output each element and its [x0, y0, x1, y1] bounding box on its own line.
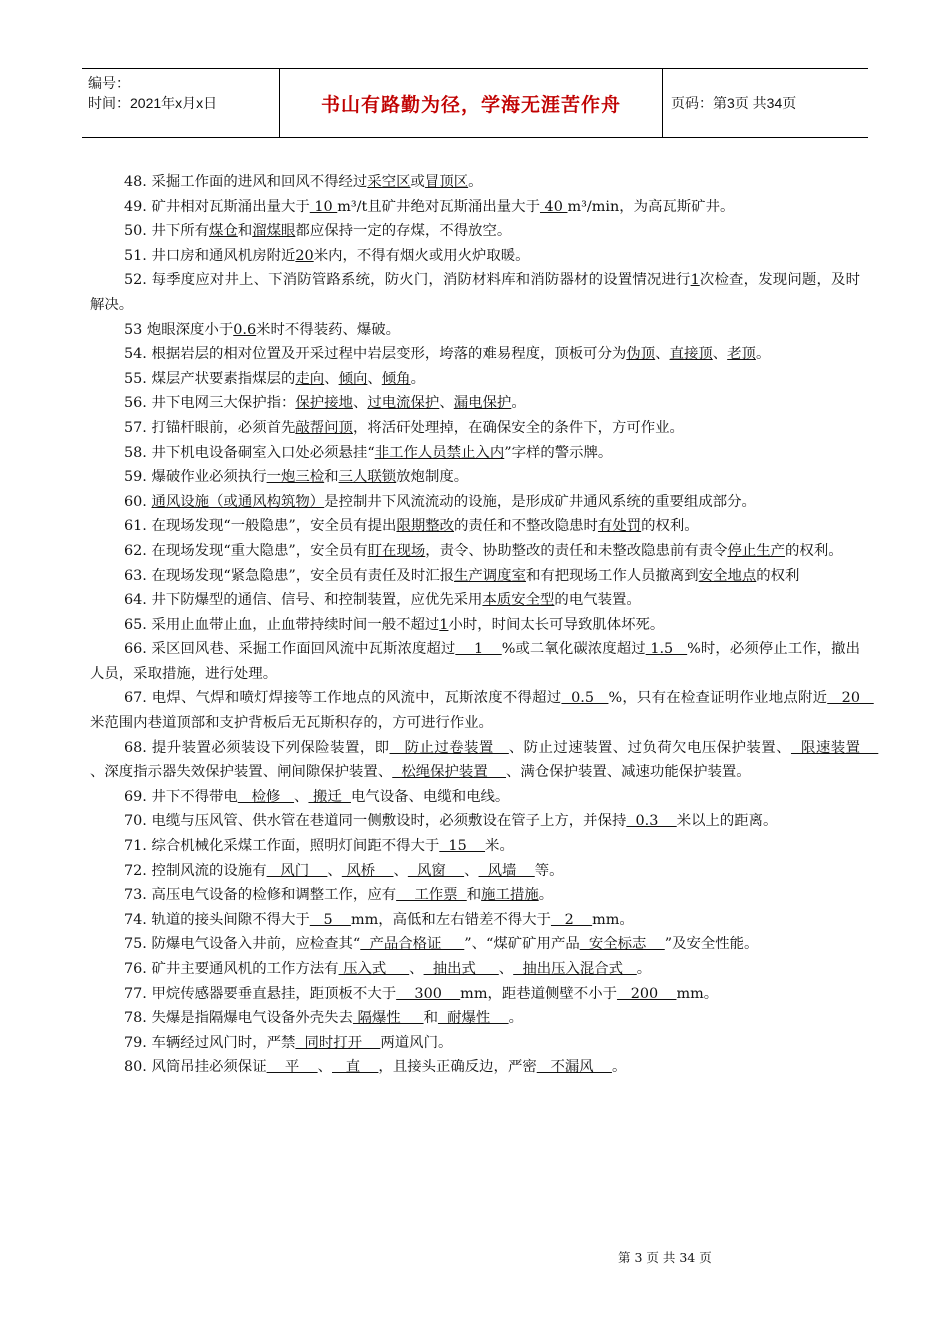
- answer-blank: 40: [539, 198, 568, 215]
- question-item: [90, 465, 860, 490]
- question-text: 48. 采掘工作面的进风和回风不得经过: [124, 174, 368, 190]
- question-text: 的权利。: [785, 542, 843, 559]
- question-text: 59. 爆破作业必须执行: [124, 469, 267, 486]
- answer-blank: 20: [295, 247, 314, 264]
- question-item: [90, 195, 860, 220]
- question-item: [90, 244, 860, 269]
- question-text: 53 炮眼深度小于: [124, 321, 234, 338]
- question-text: 60.: [124, 493, 152, 510]
- question-item: [90, 982, 860, 1007]
- question-text: 76. 矿井主要通风机的工作方法有: [124, 961, 339, 977]
- question-text: 68. 提升装置必须装设下列保险装置，即: [124, 739, 390, 756]
- question-text: 77. 甲烷传感器要垂直悬挂，距顶板不大于: [124, 985, 397, 1002]
- answer-blank: 耐爆性: [437, 1010, 509, 1027]
- question-item: [90, 686, 874, 735]
- answer-blank: 冒顶区: [424, 174, 469, 190]
- time-label: 时间：2021年x月x日: [88, 95, 218, 111]
- question-text: 、满仓保护装置、减速功能保护装置。: [506, 764, 751, 781]
- answer-blank: 300: [396, 985, 461, 1002]
- question-text: 的权利: [756, 567, 800, 584]
- answer-blank: 产品合格证: [360, 936, 465, 953]
- answer-blank: 保护接地: [295, 395, 353, 412]
- header-page-label: 页码：第3页 共34页: [671, 95, 797, 111]
- header-meta: [82, 69, 280, 137]
- answer-blank: 走向: [295, 370, 325, 387]
- answer-blank: 采空区: [367, 174, 411, 190]
- answer-blank: 平: [266, 1059, 318, 1076]
- question-text: 、: [464, 862, 479, 879]
- question-text: 。: [468, 174, 483, 190]
- answer-blank: 2: [550, 911, 593, 928]
- answer-blank: 过电流保护: [367, 395, 440, 412]
- question-text: 。: [636, 961, 652, 977]
- question-item: [90, 785, 860, 810]
- question-text: ，责令、协助整改的责任和未整改隐患前有责令: [425, 542, 728, 559]
- answer-blank: 工作票: [396, 887, 467, 904]
- answer-blank: 风窗: [407, 862, 465, 879]
- question-text: ，将活矸处理掉，在确保安全的条件下，方可作业。: [352, 419, 684, 436]
- question-item: [90, 957, 860, 982]
- question-text: 、: [317, 1059, 332, 1076]
- question-text: 电气设备、电缆和电线。: [350, 788, 510, 805]
- answer-blank: 伪顶: [626, 346, 656, 363]
- answer-blank: 搬迁: [308, 788, 351, 805]
- question-text: 、: [655, 346, 670, 363]
- answer-blank: 抽出压入混合式: [513, 961, 637, 977]
- answer-blank: 风桥: [341, 862, 394, 879]
- answer-blank: 溜煤眼: [252, 223, 296, 240]
- question-text: 米范围内巷道顶部和支护背板后无瓦斯积存的，方可进行作业。: [90, 715, 493, 732]
- question-text: 米时不得装药、爆破。: [256, 321, 401, 338]
- question-item: [90, 268, 860, 317]
- answer-blank: 煤仓: [209, 223, 238, 240]
- question-text: 或: [410, 174, 425, 190]
- question-item: [90, 883, 860, 908]
- question-text: 、: [712, 346, 728, 363]
- page-header: [82, 68, 868, 138]
- question-text: 、: [498, 961, 514, 977]
- question-item: [90, 588, 860, 613]
- question-text: 52. 每季度应对井上、下消防管路系统，防火门，消防材料库和消防器材的设置情况进行: [124, 272, 691, 289]
- question-text: 、防止过速装置、过负荷欠电压保护装置、: [508, 739, 791, 756]
- question-text: 都应保持一定的存煤，不得放空。: [295, 223, 512, 240]
- answer-blank: 非工作人员禁止入内: [374, 444, 505, 461]
- question-item: [90, 490, 860, 515]
- question-text: 。: [538, 887, 554, 904]
- answer-blank: 1: [690, 272, 700, 289]
- question-text: 、: [367, 370, 382, 387]
- question-text: 72. 控制风流的设施有: [124, 862, 267, 879]
- answer-blank: 敲帮问顶: [295, 419, 353, 436]
- question-text: 和: [324, 469, 339, 486]
- serial-label: 编号：: [88, 75, 130, 91]
- question-text: mm，距巷道侧壁不小于: [460, 985, 617, 1002]
- question-text: 71. 综合机械化采煤工作面，照明灯间距不得大于: [124, 838, 440, 855]
- answer-blank: 限速装置: [790, 739, 879, 756]
- question-text: 66. 采区回风巷、采掘工作面回风流中瓦斯浓度超过: [124, 641, 456, 658]
- question-item: [90, 219, 860, 244]
- question-item: [90, 1031, 860, 1056]
- answer-blank: 松绳保护装置: [392, 764, 507, 781]
- answer-blank: 有处罚: [597, 518, 642, 535]
- question-text: ”、“煤矿矿用产品: [464, 936, 580, 953]
- question-text: 、: [324, 370, 339, 387]
- question-text: ”及安全性能。: [664, 936, 759, 953]
- question-item: [90, 736, 879, 785]
- question-text: 73. 高压电气设备的检修和调整工作，应有: [124, 887, 397, 904]
- question-text: 的权利。: [641, 518, 699, 535]
- question-item: [90, 809, 860, 834]
- answer-blank: 检修: [237, 788, 295, 805]
- answer-blank: 一炮三检: [266, 469, 325, 486]
- question-text: 等。: [534, 862, 564, 879]
- answer-blank: 三人联锁: [338, 469, 397, 486]
- question-item: [90, 613, 860, 638]
- document-body: [90, 170, 879, 1080]
- page-footer: 第 3 页 共 34 页: [618, 1250, 712, 1265]
- answer-blank: 倾角: [381, 370, 411, 387]
- question-item: [90, 637, 860, 686]
- answer-blank: 0.6: [233, 321, 257, 338]
- question-text: 米以上的距离。: [676, 813, 778, 830]
- question-item: [90, 342, 860, 367]
- question-text: 放炮制度。: [396, 469, 469, 486]
- question-text: 、: [352, 395, 368, 412]
- question-item: [90, 416, 860, 441]
- question-item: [90, 834, 860, 859]
- question-text: 。: [611, 1059, 627, 1076]
- question-item: [90, 391, 860, 416]
- answer-blank: 1: [455, 641, 502, 658]
- question-text: %或二氧化碳浓度超过: [501, 641, 646, 658]
- question-text: 两道风门。: [380, 1034, 453, 1051]
- answer-blank: 20: [827, 690, 874, 707]
- question-text: m³/min，为高瓦斯矿井。: [567, 198, 735, 215]
- question-text: 次检查，发现问题，及时解决。: [90, 272, 860, 313]
- answer-blank: 1.5: [645, 641, 688, 658]
- answer-blank: 老顶: [727, 346, 756, 363]
- question-text: 50. 井下所有: [124, 223, 210, 240]
- question-text: 、: [294, 788, 309, 805]
- question-text: 61. 在现场发现“一般隐患”，安全员有提出: [124, 518, 397, 535]
- question-text: 65. 采用止血带止血，止血带持续时间一般不超过: [124, 616, 440, 633]
- question-text: 和: [466, 887, 482, 904]
- answer-blank: 10: [309, 198, 338, 215]
- question-text: 51. 井口房和通风机房附近: [124, 247, 296, 264]
- question-text: 57. 打锚杆眼前，必须首先: [124, 419, 296, 436]
- answer-blank: 限期整改: [396, 518, 455, 535]
- question-text: 80. 风筒吊挂必须保证: [124, 1059, 267, 1076]
- question-item: [90, 367, 860, 392]
- question-text: 、: [327, 862, 342, 879]
- question-text: m³/t且矿井绝对瓦斯涌出量大于: [337, 198, 540, 215]
- answer-blank: 安全地点: [698, 567, 757, 584]
- answer-blank: 风墙: [478, 862, 535, 879]
- question-text: mm。: [592, 911, 634, 928]
- question-item: [90, 1006, 860, 1031]
- question-text: 是控制井下风流流动的设施，是形成矿井通风系统的重要组成部分。: [324, 493, 756, 510]
- answer-blank: 压入式: [338, 961, 410, 977]
- answer-blank: 5: [309, 911, 351, 928]
- question-text: 64. 井下防爆型的通信、信号、和控制装置，应优先采用: [124, 592, 483, 609]
- question-text: %，只有在检查证明作业地点附近: [608, 690, 828, 707]
- question-text: 、: [439, 395, 454, 412]
- question-text: %时，必须停止工作，撤出人员，采取措施，进行处理。: [90, 641, 860, 682]
- question-text: 56. 井下电网三大保护指：: [124, 395, 296, 412]
- question-item: [90, 170, 860, 195]
- question-text: 米。: [485, 838, 514, 855]
- answer-blank: 0.5: [561, 690, 609, 707]
- question-text: 。: [508, 1010, 523, 1027]
- answer-blank: 通风设施（或通风构筑物）: [151, 493, 325, 510]
- question-text: 的电气装置。: [554, 592, 641, 609]
- question-text: 。: [755, 346, 771, 363]
- answer-blank: 漏电保护: [453, 395, 512, 412]
- answer-blank: 停止生产: [727, 542, 786, 559]
- question-text: mm。: [676, 985, 719, 1002]
- answer-blank: 直接顶: [669, 346, 713, 363]
- answer-blank: 0.3: [626, 813, 677, 830]
- question-text: 69. 井下不得带电: [124, 788, 238, 805]
- question-text: 58. 井下机电设备硐室入口处必须悬挂“: [124, 444, 375, 461]
- question-text: 小时，时间太长可导致肌体坏死。: [448, 616, 665, 633]
- question-text: 和有把现场工作人员撤离到: [525, 567, 699, 584]
- question-item: [90, 859, 860, 884]
- question-item: [90, 514, 860, 539]
- question-text: 62. 在现场发现“重大隐患”，安全员有: [124, 542, 368, 559]
- question-text: 54. 根据岩层的相对位置及开采过程中岩层变形，垮落的难易程度，顶板可分为: [124, 346, 627, 363]
- question-item: [90, 932, 860, 957]
- question-text: 67. 电焊、气焊和喷灯焊接等工作地点的风流中，瓦斯浓度不得超过: [124, 690, 562, 707]
- question-item: [90, 1055, 860, 1080]
- question-text: 和: [423, 1010, 438, 1027]
- question-text: mm，高低和左右错差不得大于: [350, 911, 551, 928]
- question-text: 。: [511, 395, 526, 412]
- answer-blank: 生产调度室: [454, 567, 526, 584]
- header-motto: 书山有路勤为径，学海无涯苦作舟: [280, 69, 663, 137]
- question-text: 。: [410, 370, 425, 387]
- answer-blank: 不漏风: [536, 1059, 612, 1076]
- answer-blank: 防止过卷装置: [389, 739, 509, 756]
- question-text: 和: [237, 223, 253, 240]
- answer-blank: 风门: [266, 862, 328, 879]
- question-text: 63. 在现场发现“紧急隐患”，安全员有责任及时汇报: [124, 567, 454, 584]
- answer-blank: 盯在现场: [367, 542, 426, 559]
- question-text: ，且接头正确反边，严密: [378, 1059, 537, 1076]
- question-item: [90, 441, 860, 466]
- question-text: 的责任和不整改隐患时: [454, 518, 598, 535]
- question-text: 49. 矿井相对瓦斯涌出量大于: [124, 198, 310, 215]
- question-text: 、: [409, 961, 424, 977]
- answer-blank: 同时打开: [295, 1034, 381, 1051]
- answer-blank: 倾向: [338, 370, 368, 387]
- question-text: 55. 煤层产状要素指煤层的: [124, 370, 296, 387]
- answer-blank: 1: [439, 616, 449, 633]
- answer-blank: 本质安全型: [482, 592, 555, 609]
- question-text: ”字样的警示牌。: [504, 444, 613, 461]
- answer-blank: 抽出式: [423, 961, 499, 977]
- answer-blank: 安全标志: [579, 936, 665, 953]
- question-text: 米内，不得有烟火或用火炉取暖。: [313, 247, 530, 264]
- question-item: [90, 564, 860, 589]
- question-item: [90, 908, 860, 933]
- answer-blank: 15: [439, 838, 486, 855]
- question-text: 75. 防爆电气设备入井前，应检查其“: [124, 936, 361, 953]
- answer-blank: 隔爆性: [352, 1010, 424, 1027]
- question-text: 78. 失爆是指隔爆电气设备外壳失去: [124, 1010, 353, 1027]
- question-text: 74. 轨道的接头间隙不得大于: [124, 911, 310, 928]
- question-text: 、深度指示器失效保护装置、闸间隙保护装置、: [90, 764, 393, 781]
- answer-blank: 200: [616, 985, 677, 1002]
- question-text: 、: [393, 862, 408, 879]
- answer-blank: 直: [332, 1059, 379, 1076]
- question-text: 70. 电缆与压风管、供水管在巷道同一侧敷设时，必须敷设在管子上方，并保持: [124, 813, 627, 830]
- question-item: [90, 318, 860, 343]
- answer-blank: 施工措施: [481, 887, 539, 904]
- question-item: [90, 539, 860, 564]
- question-text: 79. 车辆经过风门时，严禁: [124, 1034, 296, 1051]
